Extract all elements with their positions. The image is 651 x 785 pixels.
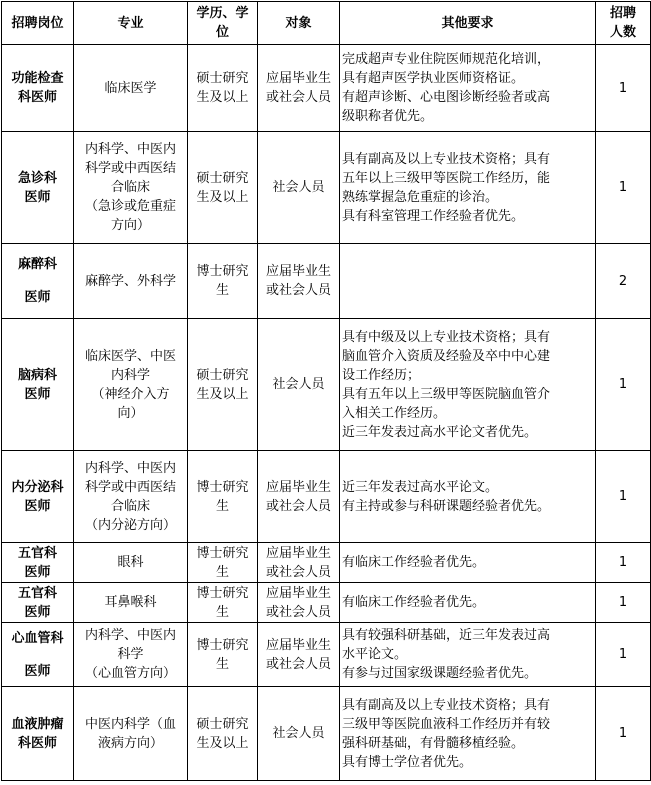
major-cell-line: 内科学 [110, 367, 150, 383]
table-row [2, 132, 651, 244]
target-cell-line: 社会人员 [272, 377, 325, 392]
count-cell: 1 [596, 543, 651, 583]
post-cell [2, 45, 74, 132]
major-cell-line: 麻醉学、外科学 [84, 273, 176, 289]
major-cell-line: （神经介入方 [91, 386, 170, 402]
requirements-cell-line: 近三年发表过高水平论文。 [342, 479, 499, 495]
target-cell-line: 或社会人员 [265, 498, 331, 514]
requirements-cell [340, 319, 596, 451]
major-cell-line: 内科学、中医内 [84, 628, 176, 643]
post-cell-line: 科医师 [17, 735, 57, 751]
major-cell-line: 合临床 [110, 498, 150, 514]
target-cell-line: 社会人员 [272, 180, 325, 195]
major-cell [74, 451, 188, 543]
table-row [2, 244, 651, 319]
education-cell [188, 623, 258, 687]
table-body [2, 45, 651, 781]
major-cell-line: 中医内科学（血 [84, 716, 176, 732]
requirements-cell [340, 583, 596, 623]
education-cell-line: 生及以上 [196, 90, 249, 105]
education-cell [188, 319, 258, 451]
requirements-cell-line: 三级甲等医院血液科工作经历并有较 [342, 716, 551, 732]
requirements-cell-line: 有参与过国家级课题经验者优先。 [342, 666, 538, 681]
table-row [2, 687, 651, 781]
table-row [2, 319, 651, 451]
post-cell-line: 五官科 [17, 545, 57, 561]
post-cell-line: 功能检查 [11, 71, 64, 86]
major-cell-line: 眼科 [117, 555, 144, 570]
target-cell [258, 687, 340, 781]
target-cell [258, 132, 340, 244]
post-cell-line: 脑病科 [17, 367, 57, 383]
major-cell-line: 耳鼻喉科 [104, 595, 157, 610]
target-cell-line: 应届毕业生 [265, 264, 331, 279]
requirements-cell-line: 级职称者优先。 [342, 109, 434, 124]
post-cell [2, 543, 74, 583]
requirements-cell-line: 近三年发表过高水平论文者优先。 [342, 424, 538, 440]
header-major: 专业 [74, 2, 188, 45]
requirements-cell [340, 244, 596, 319]
requirements-cell-line: 水平论文。 [342, 647, 408, 662]
education-cell-line: 博士研究 [196, 545, 249, 561]
education-cell-line: 博士研究 [196, 479, 249, 495]
header-target: 对象 [258, 2, 340, 45]
major-cell [74, 687, 188, 781]
major-cell-line: 科学 [117, 647, 144, 662]
education-cell-line: 生及以上 [196, 386, 249, 402]
target-cell-line: 或社会人员 [265, 283, 331, 298]
post-cell-line: 医师 [24, 290, 51, 305]
post-cell-line: 急诊科 [17, 170, 57, 186]
education-cell [188, 244, 258, 319]
target-cell [258, 623, 340, 687]
post-cell-line: 五官科 [17, 585, 57, 601]
requirements-cell-line: 强科研基础，有骨髓移植经验。 [342, 735, 525, 751]
requirements-cell-line: 入相关工作经历。 [342, 405, 447, 421]
major-cell-line: 向） [117, 405, 144, 421]
count-cell: 1 [596, 583, 651, 623]
major-cell [74, 45, 188, 132]
target-cell [258, 543, 340, 583]
table-row [2, 543, 651, 583]
post-cell-line: 心血管科 [11, 630, 64, 646]
target-cell-line: 或社会人员 [265, 604, 331, 620]
major-cell-line: 科学或中西医结 [84, 161, 176, 176]
requirements-cell-line: 五年以上三级甲等医院工作经历，能 [342, 170, 551, 186]
target-cell [258, 583, 340, 623]
post-cell [2, 244, 74, 319]
requirements-cell [340, 687, 596, 781]
count-cell: 1 [596, 132, 651, 244]
requirements-cell-line: 具有科室管理工作经验者优先。 [342, 208, 525, 224]
major-cell [74, 319, 188, 451]
count-cell: 1 [596, 687, 651, 781]
table-row [2, 583, 651, 623]
target-cell-line: 应届毕业生 [265, 479, 331, 495]
target-cell-line: 或社会人员 [265, 90, 331, 105]
requirements-cell-line: 设工作经历； [342, 367, 421, 383]
post-cell [2, 687, 74, 781]
education-cell-line: 硕士研究 [196, 716, 249, 732]
education-cell-line: 生 [215, 656, 229, 672]
requirements-cell [340, 543, 596, 583]
requirements-cell-line: 有主持或参与科研课题经验者优先。 [342, 498, 551, 514]
count-cell: 2 [596, 244, 651, 319]
education-cell-line: 硕士研究 [196, 71, 249, 86]
education-cell [188, 45, 258, 132]
target-cell-line: 或社会人员 [265, 564, 331, 580]
major-cell [74, 543, 188, 583]
major-cell-line: 方向） [110, 218, 150, 233]
education-cell-line: 生及以上 [196, 189, 249, 205]
education-cell-line: 生 [215, 564, 229, 580]
requirements-cell [340, 623, 596, 687]
count-cell: 1 [596, 623, 651, 687]
target-cell-line: 应届毕业生 [265, 71, 331, 86]
target-cell [258, 244, 340, 319]
requirements-cell [340, 451, 596, 543]
recruitment-table [1, 1, 651, 781]
header-education-line1: 学历、学 [196, 6, 249, 21]
requirements-cell-line: 具有中级及以上专业技术资格；具有 [342, 329, 551, 345]
post-cell [2, 451, 74, 543]
post-cell [2, 132, 74, 244]
major-cell-line: 临床医学 [104, 80, 157, 96]
post-cell-line: 麻醉科 [17, 257, 57, 272]
table-row [2, 451, 651, 543]
post-cell-line: 医师 [24, 564, 51, 580]
major-cell-line: 液病方向） [97, 735, 163, 751]
post-cell [2, 583, 74, 623]
header-row [2, 2, 651, 45]
post-cell-line: 医师 [24, 189, 51, 205]
requirements-cell-line: 有临床工作经验者优先。 [342, 595, 486, 610]
education-cell-line: 博士研究 [196, 264, 249, 279]
requirements-cell-line: 熟练掌握急危重症的诊治。 [342, 189, 499, 205]
target-cell-line: 应届毕业生 [265, 585, 331, 601]
education-cell-line: 硕士研究 [196, 367, 249, 383]
target-cell-line: 应届毕业生 [265, 637, 331, 653]
major-cell-line: 内科学、中医内 [84, 142, 176, 157]
major-cell-line: 科学或中西医结 [84, 479, 176, 495]
header-count-line2: 人数 [609, 25, 636, 40]
education-cell-line: 硕士研究 [196, 170, 249, 186]
post-cell-line: 医师 [24, 498, 51, 514]
post-cell-gap [4, 274, 71, 288]
post-cell-line: 内分泌科 [11, 479, 64, 495]
post-cell-line: 科医师 [17, 90, 57, 105]
education-cell-line: 生 [215, 498, 229, 514]
target-cell [258, 319, 340, 451]
post-cell-line: 医师 [24, 386, 51, 402]
education-cell [188, 543, 258, 583]
header-post: 招聘岗位 [2, 2, 74, 45]
count-cell: 1 [596, 45, 651, 132]
post-cell [2, 319, 74, 451]
header-requirements: 其他要求 [340, 2, 596, 45]
target-cell-line: 社会人员 [272, 726, 325, 741]
education-cell-line: 博士研究 [196, 637, 249, 653]
major-cell-line: （心血管方向） [84, 666, 176, 681]
requirements-cell-line: 具有副高及以上专业技术资格；具有 [342, 151, 551, 167]
target-cell-line: 或社会人员 [265, 656, 331, 672]
major-cell-line: 内科学、中医内 [84, 460, 176, 476]
post-cell-line: 血液肿瘤 [11, 716, 64, 732]
table-row [2, 45, 651, 132]
major-cell [74, 132, 188, 244]
education-cell-line: 生 [215, 283, 229, 298]
requirements-cell-line: 具有超声医学执业医师资格证。 [342, 71, 525, 86]
major-cell-line: （急诊或危重症 [84, 199, 176, 214]
major-cell-line: 合临床 [110, 180, 150, 195]
major-cell-line: （内分泌方向） [84, 517, 176, 533]
post-cell-gap [4, 648, 71, 662]
education-cell-line: 博士研究 [196, 585, 249, 601]
requirements-cell-line: 具有博士学位者优先。 [342, 754, 473, 770]
major-cell [74, 623, 188, 687]
header-education [188, 2, 258, 45]
requirements-cell [340, 132, 596, 244]
requirements-cell-line: 具有较强科研基础，近三年发表过高 [342, 628, 551, 643]
education-cell-line: 生及以上 [196, 735, 249, 751]
requirements-cell-line: 脑血管介入资质及经验及卒中中心建 [342, 348, 551, 364]
post-cell [2, 623, 74, 687]
target-cell [258, 45, 340, 132]
count-cell: 1 [596, 319, 651, 451]
education-cell [188, 687, 258, 781]
requirements-cell-line: 有超声诊断、心电图诊断经验者或高 [342, 90, 551, 105]
requirements-cell [340, 45, 596, 132]
education-cell-line: 生 [215, 604, 229, 620]
major-cell [74, 583, 188, 623]
requirements-cell-line: 完成超声专业住院医师规范化培训， [342, 52, 551, 67]
post-cell-line: 医师 [24, 604, 51, 620]
count-cell: 1 [596, 451, 651, 543]
major-cell [74, 244, 188, 319]
target-cell-line: 应届毕业生 [265, 545, 331, 561]
header-education-line2: 位 [215, 25, 229, 40]
post-cell-line: 医师 [24, 663, 51, 679]
requirements-cell-line: 有临床工作经验者优先。 [342, 555, 486, 570]
education-cell [188, 451, 258, 543]
requirements-cell-line: 具有副高及以上专业技术资格；具有 [342, 697, 551, 713]
header-count [596, 2, 651, 45]
education-cell [188, 132, 258, 244]
requirements-cell-line: 具有五年以上三级甲等医院脑血管介 [342, 386, 551, 402]
education-cell [188, 583, 258, 623]
target-cell [258, 451, 340, 543]
header-count-line1: 招聘 [609, 6, 636, 21]
major-cell-line: 临床医学、中医 [84, 348, 176, 364]
table-row [2, 623, 651, 687]
